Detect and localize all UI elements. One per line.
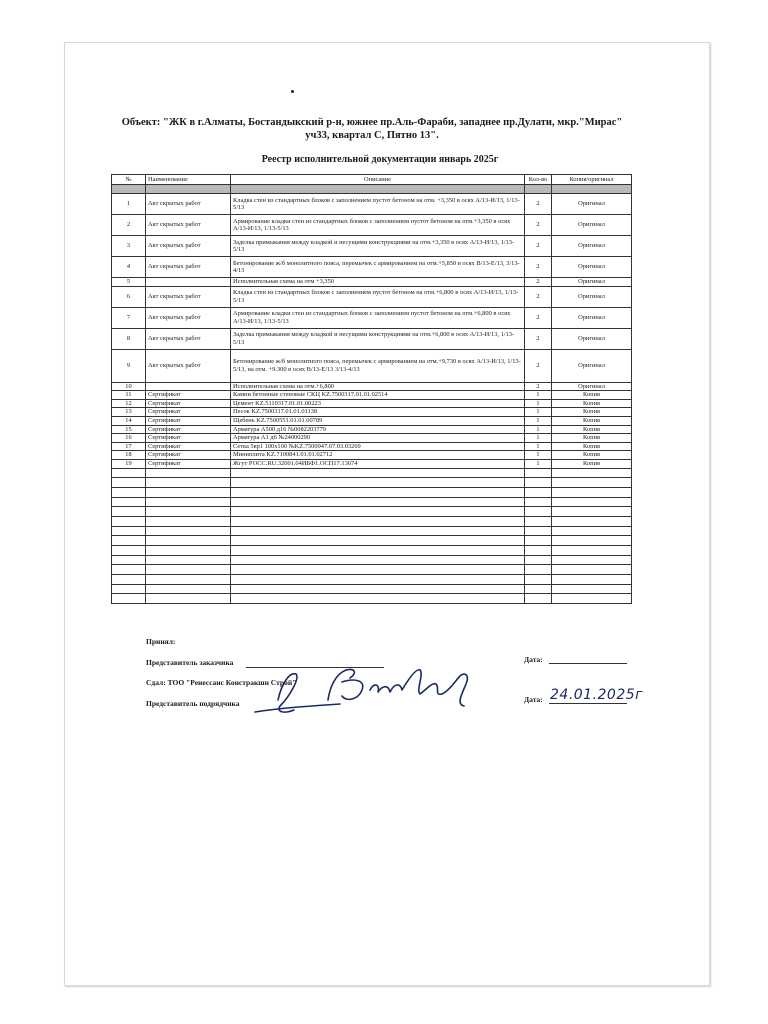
- empty-cell: [552, 594, 632, 604]
- col-name-header: Наименование: [146, 175, 231, 185]
- empty-cell: [525, 536, 552, 546]
- empty-table-row: [112, 526, 632, 536]
- row-name: Сертификат: [146, 425, 231, 434]
- row-name: Акт скрытых работ: [146, 215, 231, 236]
- empty-cell: [552, 584, 632, 594]
- empty-cell: [525, 516, 552, 526]
- empty-cell: [112, 526, 146, 536]
- table-row: [112, 408, 632, 417]
- date-label-1: Дата:: [524, 655, 543, 664]
- row-name: Сертификат: [146, 459, 231, 468]
- empty-cell: [525, 555, 552, 565]
- row-description: Миниплита KZ.7100841.01.01.02712: [231, 451, 525, 460]
- empty-table-row: [112, 516, 632, 526]
- object-title: Объект: "ЖК в г.Алматы, Бостандыкский р-н, южнее пр.Аль-Фараби, западнее пр.Дулати, мкр."Мирас" уч33, квартал С, Пятно 13".: [121, 117, 623, 141]
- row-number: 12: [112, 399, 146, 408]
- row-quantity: 2: [525, 257, 552, 278]
- row-copy-original: Копия: [552, 425, 632, 434]
- col-desc-header: Описание: [231, 175, 525, 185]
- row-number: 13: [112, 408, 146, 417]
- row-number: 3: [112, 236, 146, 257]
- empty-cell: [146, 536, 231, 546]
- empty-cell: [552, 487, 632, 497]
- empty-table-row: [112, 565, 632, 575]
- row-copy-original: Оригинал: [552, 382, 632, 391]
- empty-cell: [525, 594, 552, 604]
- row-description: Арматура А500 д16 №0082203779: [231, 425, 525, 434]
- empty-table-row: [112, 507, 632, 517]
- table-row: [112, 382, 632, 391]
- row-quantity: 2: [525, 215, 552, 236]
- empty-cell: [112, 584, 146, 594]
- empty-table-row: [112, 468, 632, 478]
- row-quantity: 2: [525, 382, 552, 391]
- row-quantity: 2: [525, 286, 552, 307]
- row-number: 15: [112, 425, 146, 434]
- row-copy-original: Копия: [552, 391, 632, 400]
- row-name: [146, 382, 231, 391]
- empty-cell: [552, 516, 632, 526]
- row-copy-original: Оригинал: [552, 278, 632, 287]
- row-description: Сетка 5вр1 100х100 №KZ.7500947.07.03.03269: [231, 442, 525, 451]
- table-row: [112, 236, 632, 257]
- empty-table-row: [112, 487, 632, 497]
- empty-cell: [146, 478, 231, 488]
- empty-cell: [112, 487, 146, 497]
- empty-cell: [146, 516, 231, 526]
- row-number: 14: [112, 416, 146, 425]
- table-row: [112, 328, 632, 349]
- row-quantity: 2: [525, 328, 552, 349]
- row-quantity: 2: [525, 194, 552, 215]
- row-description: Армирование кладки стен из стандартных блоков с заполнением пустот бетоном на отм.+6,800 в осях А/13-И/13, 1/13-5/13: [231, 307, 525, 328]
- accepted-label: Принял:: [146, 637, 176, 646]
- row-quantity: 1: [525, 442, 552, 451]
- empty-cell: [112, 507, 146, 517]
- row-copy-original: Копия: [552, 442, 632, 451]
- empty-table-row: [112, 594, 632, 604]
- row-quantity: 1: [525, 408, 552, 417]
- empty-cell: [231, 555, 525, 565]
- empty-cell: [146, 546, 231, 556]
- row-name: Акт скрытых работ: [146, 307, 231, 328]
- row-name: Сертификат: [146, 434, 231, 443]
- empty-cell: [112, 497, 146, 507]
- empty-cell: [231, 468, 525, 478]
- empty-cell: [112, 565, 146, 575]
- row-name: Сертификат: [146, 416, 231, 425]
- empty-cell: [231, 526, 525, 536]
- row-quantity: 1: [525, 416, 552, 425]
- row-copy-original: Оригинал: [552, 194, 632, 215]
- row-name: Акт скрытых работ: [146, 349, 231, 382]
- register-table: [111, 174, 632, 604]
- row-name: Сертификат: [146, 399, 231, 408]
- empty-cell: [525, 468, 552, 478]
- row-number: 11: [112, 391, 146, 400]
- row-description: Заделка примыкания между кладкой и несущими конструкциями на отм.+3,350 в осях А/13-И/13, 1/13-5/13: [231, 236, 525, 257]
- empty-cell: [146, 468, 231, 478]
- empty-cell: [146, 487, 231, 497]
- contractor-signature: [250, 660, 480, 726]
- row-quantity: 2: [525, 236, 552, 257]
- row-description: Арматура А1 д6 №24000290: [231, 434, 525, 443]
- empty-cell: [552, 478, 632, 488]
- row-copy-original: Копия: [552, 434, 632, 443]
- row-description: Кладка стен из стандартных блоков с заполнением пустот бетоном на отм.+6,800 в осях А/13-И/13, 1/13-5/13: [231, 286, 525, 307]
- table-row: [112, 442, 632, 451]
- empty-cell: [146, 497, 231, 507]
- row-quantity: 1: [525, 434, 552, 443]
- col-qty-header: Кол-во: [525, 175, 552, 185]
- empty-cell: [552, 497, 632, 507]
- empty-cell: [552, 526, 632, 536]
- empty-cell: [231, 507, 525, 517]
- row-description: Исполнительная схема на отм.+6,800: [231, 382, 525, 391]
- empty-cell: [525, 584, 552, 594]
- row-number: 2: [112, 215, 146, 236]
- row-quantity: 2: [525, 307, 552, 328]
- empty-table-row: [112, 478, 632, 488]
- empty-cell: [231, 575, 525, 585]
- row-number: 18: [112, 451, 146, 460]
- table-row: [112, 416, 632, 425]
- row-description: Исполнительная схема на отм +3,350: [231, 278, 525, 287]
- empty-cell: [112, 536, 146, 546]
- row-copy-original: Оригинал: [552, 349, 632, 382]
- row-number: 6: [112, 286, 146, 307]
- row-description: Бетонирование ж/б монолитного пояса, перемычек с армированием на отм.+9,730 в осях А/13-И/13, 1/13-5/13, на отм. +9.300 в осях В/13-Е/13 3/13-4/13: [231, 349, 525, 382]
- empty-cell: [146, 584, 231, 594]
- row-copy-original: Копия: [552, 408, 632, 417]
- empty-cell: [552, 507, 632, 517]
- empty-cell: [552, 575, 632, 585]
- row-description: Камни бетонные стеновые СКЦ KZ.7500317.01.01.02514: [231, 391, 525, 400]
- row-name: Сертификат: [146, 442, 231, 451]
- row-name: Акт скрытых работ: [146, 236, 231, 257]
- empty-cell: [231, 478, 525, 488]
- empty-cell: [525, 487, 552, 497]
- table-row: [112, 307, 632, 328]
- register-title: Реестр исполнительной документации январь 2025г: [261, 154, 499, 165]
- empty-cell: [231, 516, 525, 526]
- table-row: [112, 434, 632, 443]
- row-number: 1: [112, 194, 146, 215]
- empty-table-row: [112, 536, 632, 546]
- empty-cell: [146, 575, 231, 585]
- table-row: [112, 459, 632, 468]
- row-quantity: 2: [525, 349, 552, 382]
- row-copy-original: Оригинал: [552, 328, 632, 349]
- register-body: [112, 185, 632, 604]
- row-name: Акт скрытых работ: [146, 328, 231, 349]
- empty-cell: [525, 546, 552, 556]
- empty-cell: [112, 546, 146, 556]
- ink-dot: [291, 90, 294, 93]
- empty-table-row: [112, 546, 632, 556]
- col-copy-header: Копия/оригинал: [552, 175, 632, 185]
- row-description: Щебень KZ.7500551.01.01.00789: [231, 416, 525, 425]
- empty-cell: [552, 468, 632, 478]
- empty-cell: [525, 507, 552, 517]
- date-label-2: Дата:: [524, 695, 543, 704]
- row-description: Заделка примыкания между кладкой и несущими конструкциями на отм.+6,800 в осях А/13-И/13, 1/13-5/13: [231, 328, 525, 349]
- row-copy-original: Оригинал: [552, 257, 632, 278]
- table-row: [112, 425, 632, 434]
- empty-cell: [552, 546, 632, 556]
- handwritten-date: 24.01.2025г: [550, 687, 644, 703]
- empty-cell: [231, 584, 525, 594]
- row-number: 4: [112, 257, 146, 278]
- row-name: Сертификат: [146, 391, 231, 400]
- table-row: [112, 349, 632, 382]
- row-description: Песок KZ.7500317.01.01.01138: [231, 408, 525, 417]
- row-description: Армирование кладки стен из стандартных блоков с заполнением пустот бетоном на отм.+3,350 в осях А/13-И/13, 1/13-5/13: [231, 215, 525, 236]
- empty-cell: [146, 565, 231, 575]
- empty-cell: [231, 497, 525, 507]
- empty-cell: [146, 555, 231, 565]
- row-number: 17: [112, 442, 146, 451]
- row-copy-original: Оригинал: [552, 236, 632, 257]
- table-row: [112, 286, 632, 307]
- header-band: [112, 185, 632, 194]
- row-quantity: 1: [525, 451, 552, 460]
- empty-cell: [525, 526, 552, 536]
- empty-cell: [552, 565, 632, 575]
- row-description: Кладка стен из стандартных блоков с заполнением пустот бетоном на отм. +3,350 в осях А/13-И/13, 1/13-5/13: [231, 194, 525, 215]
- empty-cell: [231, 546, 525, 556]
- table-row: [112, 391, 632, 400]
- row-name: Акт скрытых работ: [146, 194, 231, 215]
- row-copy-original: Оригинал: [552, 286, 632, 307]
- empty-cell: [112, 555, 146, 565]
- row-copy-original: Оригинал: [552, 307, 632, 328]
- row-name: Сертификат: [146, 408, 231, 417]
- row-copy-original: Оригинал: [552, 215, 632, 236]
- empty-table-row: [112, 555, 632, 565]
- empty-cell: [146, 507, 231, 517]
- row-quantity: 1: [525, 399, 552, 408]
- date-line-2: [549, 703, 627, 704]
- empty-cell: [525, 575, 552, 585]
- row-quantity: 1: [525, 391, 552, 400]
- handed-over-label: Сдал: ТОО "Ренессанс Констракшн Строй": [146, 678, 297, 687]
- row-description: Жгут РОСС.RU.32001.04ИБФ1.ОСП17.13674: [231, 459, 525, 468]
- empty-table-row: [112, 584, 632, 594]
- row-copy-original: Копия: [552, 451, 632, 460]
- empty-cell: [231, 565, 525, 575]
- row-number: 9: [112, 349, 146, 382]
- empty-cell: [552, 536, 632, 546]
- row-name: Сертификат: [146, 451, 231, 460]
- empty-cell: [525, 565, 552, 575]
- row-quantity: 1: [525, 425, 552, 434]
- empty-cell: [231, 487, 525, 497]
- empty-cell: [112, 516, 146, 526]
- row-description: Цемент KZ.5110317.01.01.00223: [231, 399, 525, 408]
- row-quantity: 1: [525, 459, 552, 468]
- empty-cell: [146, 594, 231, 604]
- row-number: 19: [112, 459, 146, 468]
- row-number: 5: [112, 278, 146, 287]
- empty-cell: [231, 594, 525, 604]
- row-name: [146, 278, 231, 287]
- row-quantity: 2: [525, 278, 552, 287]
- table-row: [112, 278, 632, 287]
- empty-cell: [146, 526, 231, 536]
- table-row: [112, 399, 632, 408]
- row-copy-original: Копия: [552, 459, 632, 468]
- empty-cell: [112, 575, 146, 585]
- row-copy-original: Копия: [552, 399, 632, 408]
- empty-table-row: [112, 575, 632, 585]
- row-description: Бетонирование ж/б монолитного пояса, перемычек с армированием на отм.+5,850 в осях В/13-Е/13, 3/13-4/13: [231, 257, 525, 278]
- date-line-1: [549, 663, 627, 664]
- row-number: 7: [112, 307, 146, 328]
- row-number: 10: [112, 382, 146, 391]
- table-row: [112, 451, 632, 460]
- contractor-rep-label: Представитель подрядчика: [146, 699, 240, 708]
- row-number: 8: [112, 328, 146, 349]
- empty-cell: [525, 497, 552, 507]
- table-row: [112, 257, 632, 278]
- row-number: 16: [112, 434, 146, 443]
- row-name: Акт скрытых работ: [146, 286, 231, 307]
- row-name: Акт скрытых работ: [146, 257, 231, 278]
- empty-cell: [552, 555, 632, 565]
- empty-cell: [112, 468, 146, 478]
- col-num-header: №: [112, 175, 146, 185]
- customer-rep-label: Представитель заказчика: [146, 658, 234, 667]
- table-row: [112, 215, 632, 236]
- empty-cell: [231, 536, 525, 546]
- row-copy-original: Копия: [552, 416, 632, 425]
- empty-cell: [112, 594, 146, 604]
- empty-cell: [112, 478, 146, 488]
- empty-table-row: [112, 497, 632, 507]
- table-row: [112, 194, 632, 215]
- empty-cell: [525, 478, 552, 488]
